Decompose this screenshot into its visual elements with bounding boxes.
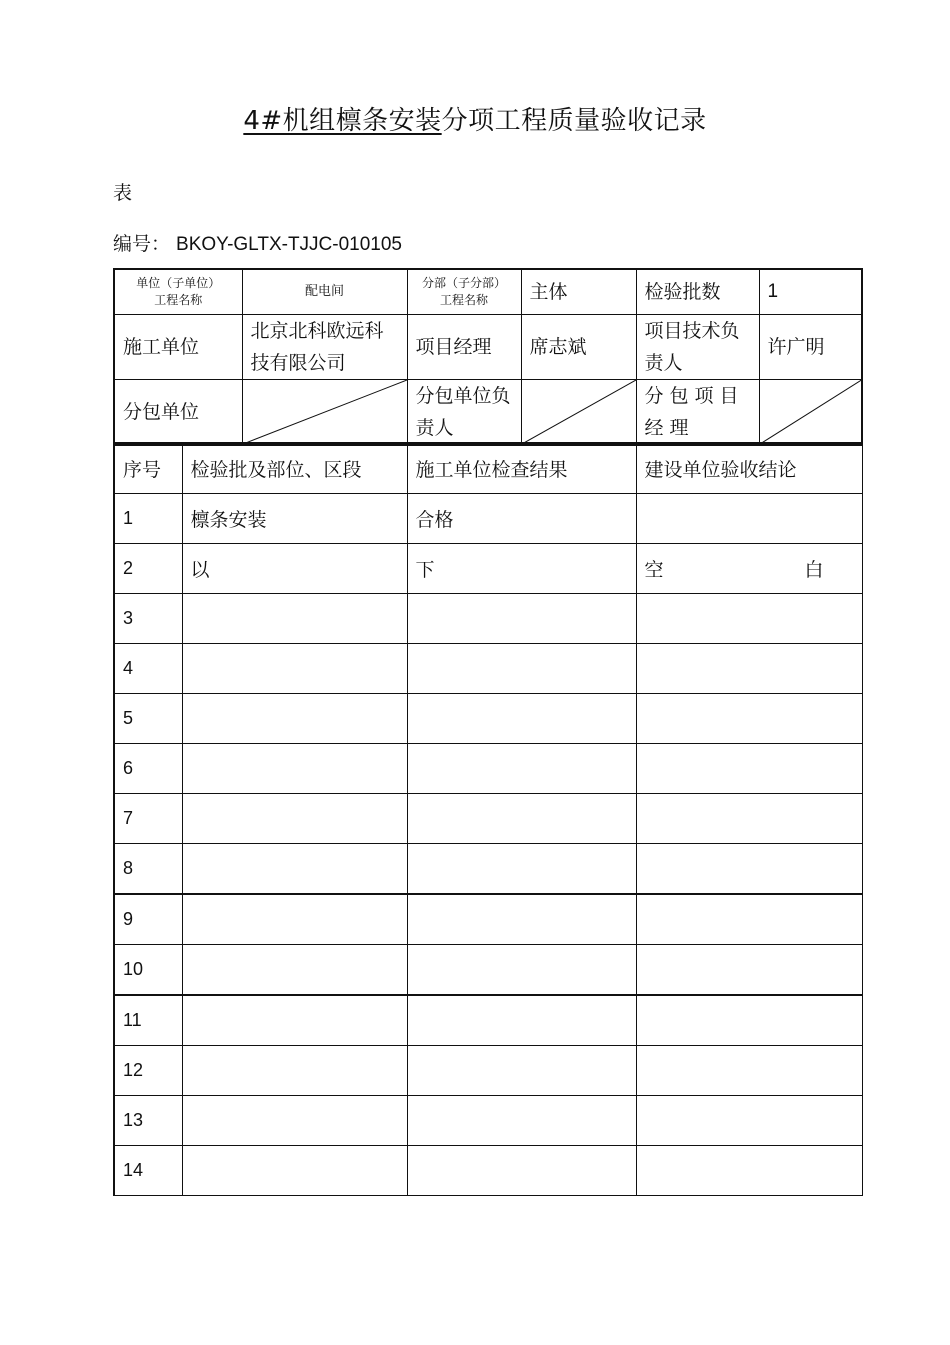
row-accept — [636, 844, 862, 895]
row-batch — [182, 945, 407, 996]
row-check — [407, 594, 636, 644]
row-batch: 以 — [182, 544, 407, 594]
row-check — [407, 1096, 636, 1146]
table-row — [114, 1146, 862, 1196]
row-accept-b: 白 — [804, 559, 824, 581]
batch-count-value: 1 — [759, 269, 862, 314]
code-label: 编号： — [113, 233, 171, 255]
col-accept-header: 建设单位验收结论 — [636, 443, 862, 494]
row-check — [407, 694, 636, 744]
sub-lead-label: 分包单位负责人 — [407, 379, 521, 445]
row-accept — [636, 694, 862, 744]
row-batch: 檩条安装 — [182, 494, 407, 544]
row-no: 11 — [114, 995, 182, 1046]
row-batch — [182, 744, 407, 794]
code-value: BKOY-GLTX-TJJC-010105 — [176, 234, 402, 255]
table-row — [114, 844, 862, 895]
unit-project-label-line2: 工程名称 — [154, 292, 203, 307]
row-batch — [182, 844, 407, 895]
tech-lead-label: 项目技术负责人 — [636, 314, 759, 379]
col-check-header: 施工单位检查结果 — [407, 443, 636, 494]
sub-pm-value-blank — [759, 379, 862, 445]
title-rest: 分项工程质量验收记录 — [441, 106, 707, 136]
items-table — [113, 442, 863, 1196]
row-no: 2 — [114, 544, 182, 594]
table-row — [114, 1096, 862, 1146]
sub-pm-label: 分包项目经理 — [636, 379, 759, 445]
table-row — [114, 544, 862, 594]
row-batch — [182, 1046, 407, 1096]
row-batch — [182, 1096, 407, 1146]
row-check — [407, 894, 636, 945]
sub-lead-value-blank — [521, 379, 636, 445]
table-row — [114, 594, 862, 644]
diagonal-line — [522, 380, 636, 444]
table-row — [114, 945, 862, 996]
division-value: 主体 — [521, 269, 636, 314]
row-accept — [636, 1046, 862, 1096]
row-check — [407, 794, 636, 844]
sub-unit-value-blank — [242, 379, 407, 445]
sub-unit-label: 分包单位 — [114, 379, 242, 445]
col-batch-header: 检验批及部位、区段 — [182, 443, 407, 494]
items-header-row — [114, 443, 862, 494]
row-no: 5 — [114, 694, 182, 744]
row-batch — [182, 694, 407, 744]
table-row — [114, 494, 862, 544]
row-no: 12 — [114, 1046, 182, 1096]
row-batch — [182, 995, 407, 1046]
unit-project-label-line1: 单位（子单位） — [136, 275, 221, 290]
construction-unit-value: 北京北科欧远科技有限公司 — [242, 314, 407, 379]
table-row — [114, 1046, 862, 1096]
row-no: 7 — [114, 794, 182, 844]
form-code — [113, 229, 402, 256]
table-row — [114, 644, 862, 694]
row-check — [407, 1146, 636, 1196]
division-label-line2: 工程名称 — [439, 292, 488, 307]
row-no: 13 — [114, 1096, 182, 1146]
table-row — [114, 894, 862, 945]
row-accept — [636, 995, 862, 1046]
tech-lead-value: 许广明 — [759, 314, 862, 379]
row-batch — [182, 894, 407, 945]
page-title — [0, 100, 950, 137]
row-batch — [182, 1146, 407, 1196]
row-no: 1 — [114, 494, 182, 544]
row-no: 14 — [114, 1146, 182, 1196]
row-check — [407, 844, 636, 895]
row-accept — [636, 744, 862, 794]
batch-count-label: 检验批数 — [636, 269, 759, 314]
col-no-header: 序号 — [114, 443, 182, 494]
row-batch — [182, 594, 407, 644]
row-check — [407, 1046, 636, 1096]
form-table-label: 表 — [113, 182, 133, 204]
row-accept — [636, 644, 862, 694]
row-accept — [636, 1096, 862, 1146]
row-batch — [182, 644, 407, 694]
row-check: 下 — [407, 544, 636, 594]
unit-project-value: 配电间 — [242, 269, 407, 314]
row-no: 9 — [114, 894, 182, 945]
row-no: 3 — [114, 594, 182, 644]
header-table — [113, 268, 863, 446]
diagonal-line — [760, 380, 862, 444]
row-accept — [636, 1146, 862, 1196]
row-accept — [636, 544, 862, 594]
table-row — [114, 744, 862, 794]
row-accept — [636, 594, 862, 644]
table-row — [114, 694, 862, 744]
pm-value: 席志斌 — [521, 314, 636, 379]
row-accept — [636, 894, 862, 945]
row-check — [407, 744, 636, 794]
diagonal-line — [243, 380, 407, 444]
row-accept-a: 空 — [644, 559, 664, 581]
row-no: 8 — [114, 844, 182, 895]
row-batch — [182, 794, 407, 844]
pm-label: 项目经理 — [407, 314, 521, 379]
row-accept — [636, 945, 862, 996]
row-check — [407, 945, 636, 996]
division-label-line1: 分部（子分部） — [421, 275, 506, 290]
construction-unit-label: 施工单位 — [114, 314, 242, 379]
table-row — [114, 995, 862, 1046]
row-check: 合格 — [407, 494, 636, 544]
row-check — [407, 995, 636, 1046]
division-label — [407, 269, 521, 314]
row-no: 4 — [114, 644, 182, 694]
table-row — [114, 794, 862, 844]
unit-project-label — [114, 269, 242, 314]
row-accept — [636, 494, 862, 544]
title-underlined: 4#机组檩条安装 — [243, 106, 442, 136]
row-check — [407, 644, 636, 694]
row-accept — [636, 794, 862, 844]
row-no: 10 — [114, 945, 182, 996]
row-no: 6 — [114, 744, 182, 794]
